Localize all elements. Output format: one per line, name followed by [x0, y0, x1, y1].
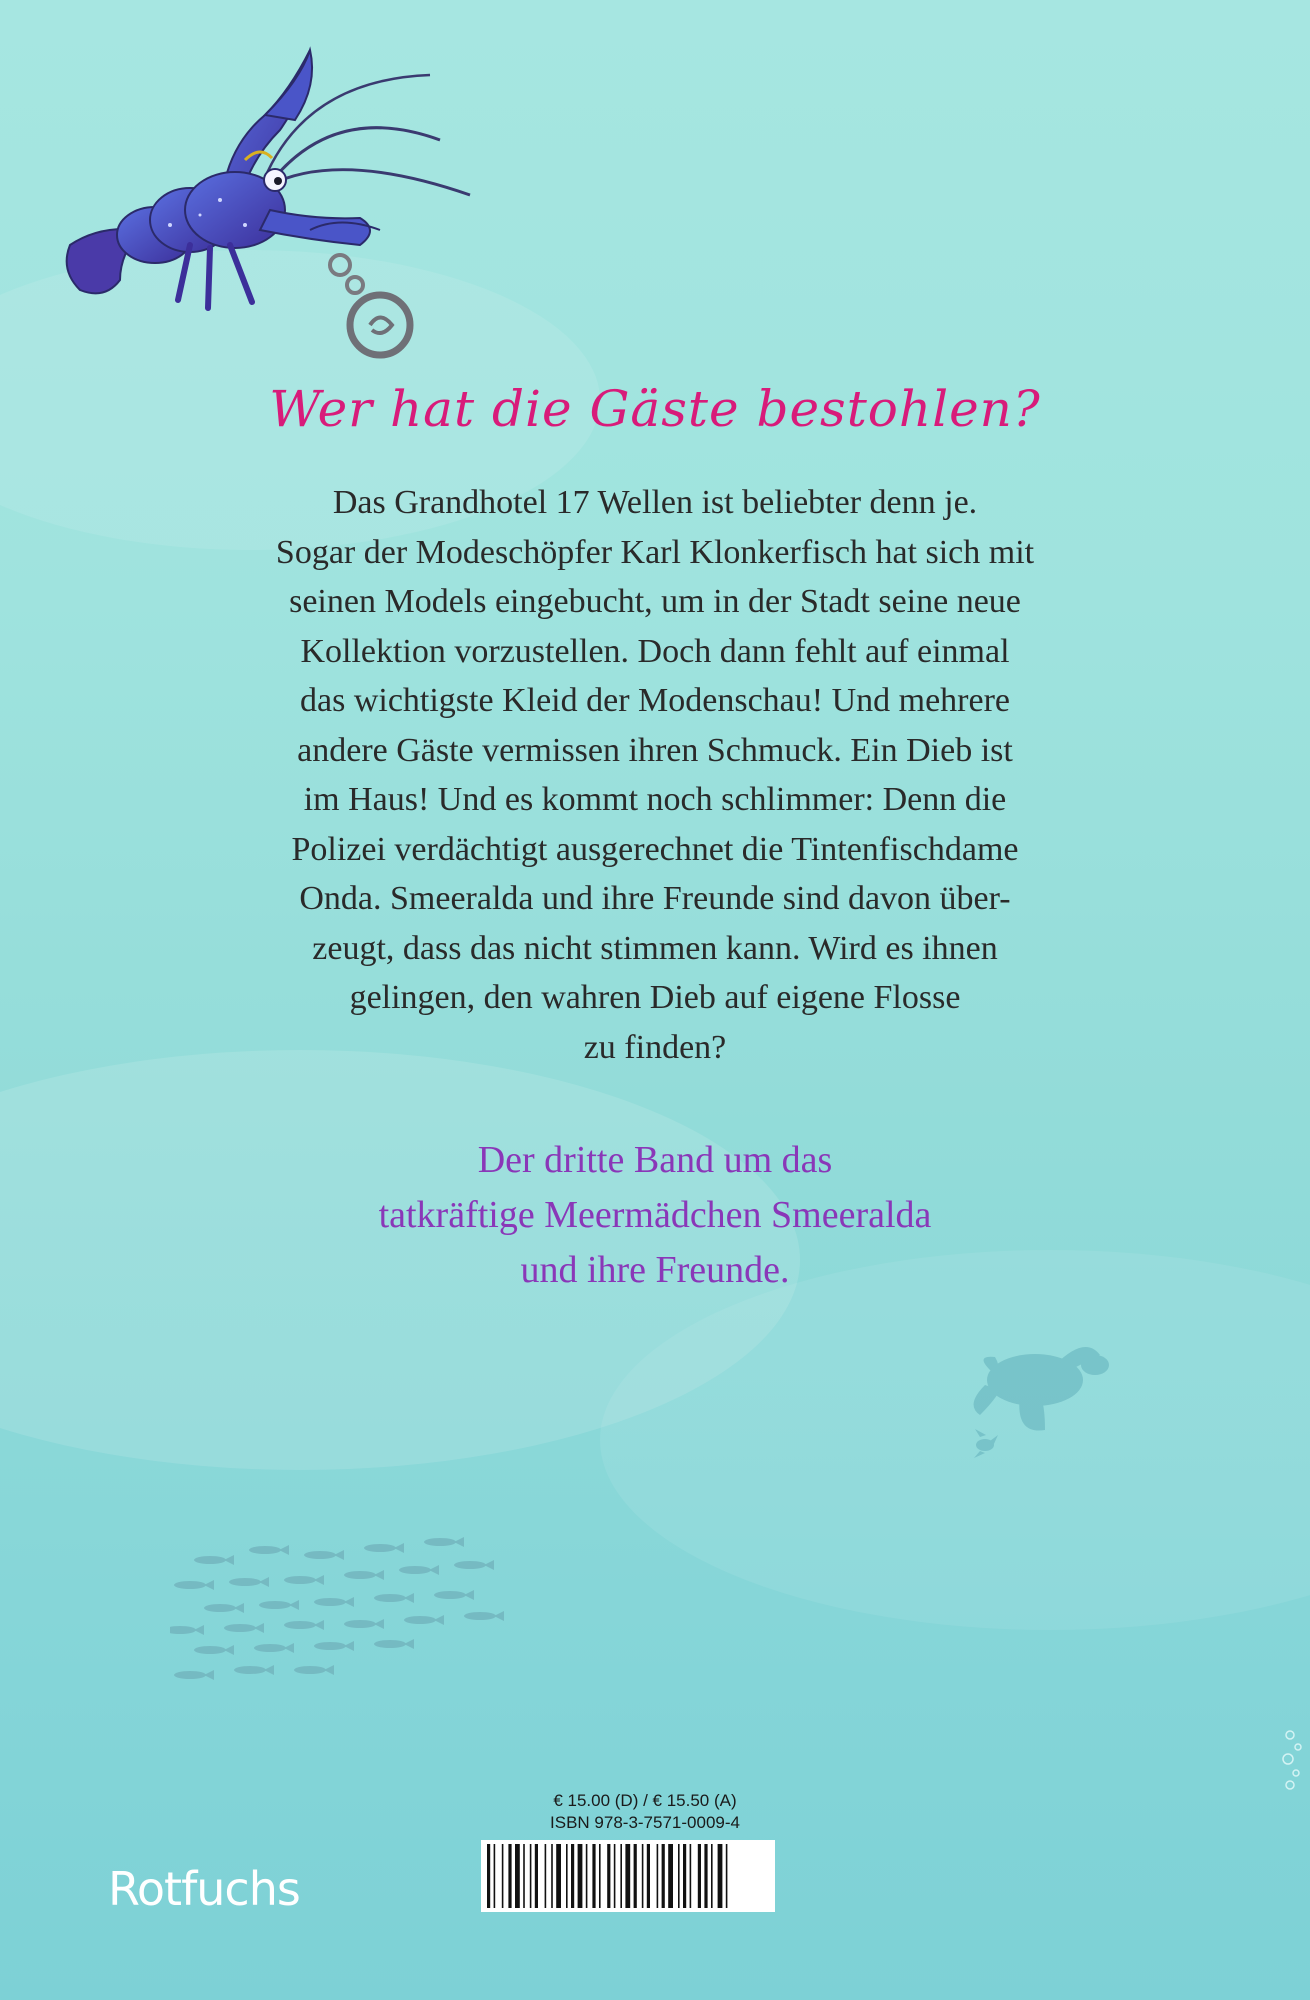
- turtle-silhouette: [960, 1325, 1110, 1465]
- blurb-line: Kollektion vorzustellen. Doch dann fehlt auf einmal: [300, 632, 1010, 670]
- bubbles-icon: [1270, 1725, 1310, 1795]
- barcode-bar: [599, 1844, 601, 1908]
- barcode-bar: [523, 1844, 525, 1908]
- barcode-bar: [711, 1844, 713, 1908]
- publisher-logo: Rotfuchs: [108, 1862, 300, 1916]
- series-line: tatkräftige Meermädchen Smeeralda: [378, 1194, 932, 1236]
- barcode-bar: [634, 1844, 637, 1908]
- barcode: [481, 1840, 775, 1912]
- blurb-line: seinen Models eingebucht, um in der Stadt seine neue: [289, 583, 1021, 620]
- barcode-bar: [530, 1844, 532, 1908]
- blurb-line: andere Gäste vermissen ihren Schmuck. Ein Dieb ist: [297, 731, 1013, 769]
- barcode-bar: [718, 1844, 723, 1908]
- barcode-bar: [704, 1844, 707, 1908]
- series-line: Der dritte Band um das: [477, 1139, 833, 1181]
- barcode-bar: [592, 1844, 595, 1908]
- isbn-text: ISBN 978-3-7571-0009-4: [550, 1813, 740, 1832]
- price-block: [400, 1790, 890, 1834]
- blurb-line: Sogar der Modeschöpfer Karl Klonkerfisch hat sich mit: [275, 533, 1035, 571]
- blurb-line: Das Grandhotel 17 Wellen ist beliebter denn je.: [332, 484, 978, 521]
- barcode-bar: [726, 1844, 728, 1908]
- blurb-line: im Haus! Und es kommt noch schlimmer: Denn die: [303, 781, 1007, 818]
- barcode-bar: [668, 1844, 673, 1908]
- barcode-bar: [502, 1844, 504, 1908]
- blurb-line: Onda. Smeeralda und ihre Freunde sind davon über-: [299, 880, 1011, 917]
- barcode-bar: [571, 1844, 574, 1908]
- barcode-bar: [647, 1844, 650, 1908]
- barcode-bar: [515, 1844, 520, 1908]
- blurb-line: Polizei verdächtigt ausgerechnet die Tintenfischdame: [291, 830, 1019, 868]
- blurb-line: zeugt, dass das nicht stimmen kann. Wird es ihnen: [312, 929, 998, 967]
- series-line: und ihre Freunde.: [520, 1249, 790, 1291]
- barcode-bar: [690, 1844, 692, 1908]
- blurb-line: das wichtigste Kleid der Modenschau! Und mehrere: [300, 682, 1010, 719]
- blurb-text: [180, 478, 1130, 1072]
- barcode-bar: [508, 1844, 511, 1908]
- barcode-bar: [614, 1844, 616, 1908]
- barcode-bar: [487, 1844, 490, 1908]
- lobster-illustration: [60, 40, 480, 370]
- barcode-bar: [535, 1844, 538, 1908]
- fish-school-silhouette: [170, 1520, 510, 1700]
- barcode-bar: [566, 1844, 568, 1908]
- barcode-bar: [620, 1844, 622, 1908]
- barcode-bar: [545, 1844, 547, 1908]
- barcode-bar: [551, 1844, 553, 1908]
- barcode-bar: [642, 1844, 644, 1908]
- series-tagline: [180, 1133, 1130, 1298]
- barcode-bar: [607, 1844, 610, 1908]
- barcode-bar: [662, 1844, 665, 1908]
- price-text: € 15.00 (D) / € 15.50 (A): [553, 1791, 737, 1810]
- barcode-bar: [586, 1844, 588, 1908]
- blurb-line: zu finden?: [583, 1028, 727, 1066]
- barcode-bar: [678, 1844, 680, 1908]
- barcode-bar: [556, 1844, 561, 1908]
- barcode-bar: [625, 1844, 630, 1908]
- blurb-line: gelingen, den wahren Dieb auf eigene Flosse: [349, 979, 961, 1016]
- headline: Wer hat die Gäste bestohlen?: [269, 380, 1041, 438]
- barcode-bar: [494, 1844, 496, 1908]
- barcode-bar: [657, 1844, 659, 1908]
- barcode-bar: [578, 1844, 583, 1908]
- barcode-bar: [698, 1844, 701, 1908]
- barcode-bar: [683, 1844, 686, 1908]
